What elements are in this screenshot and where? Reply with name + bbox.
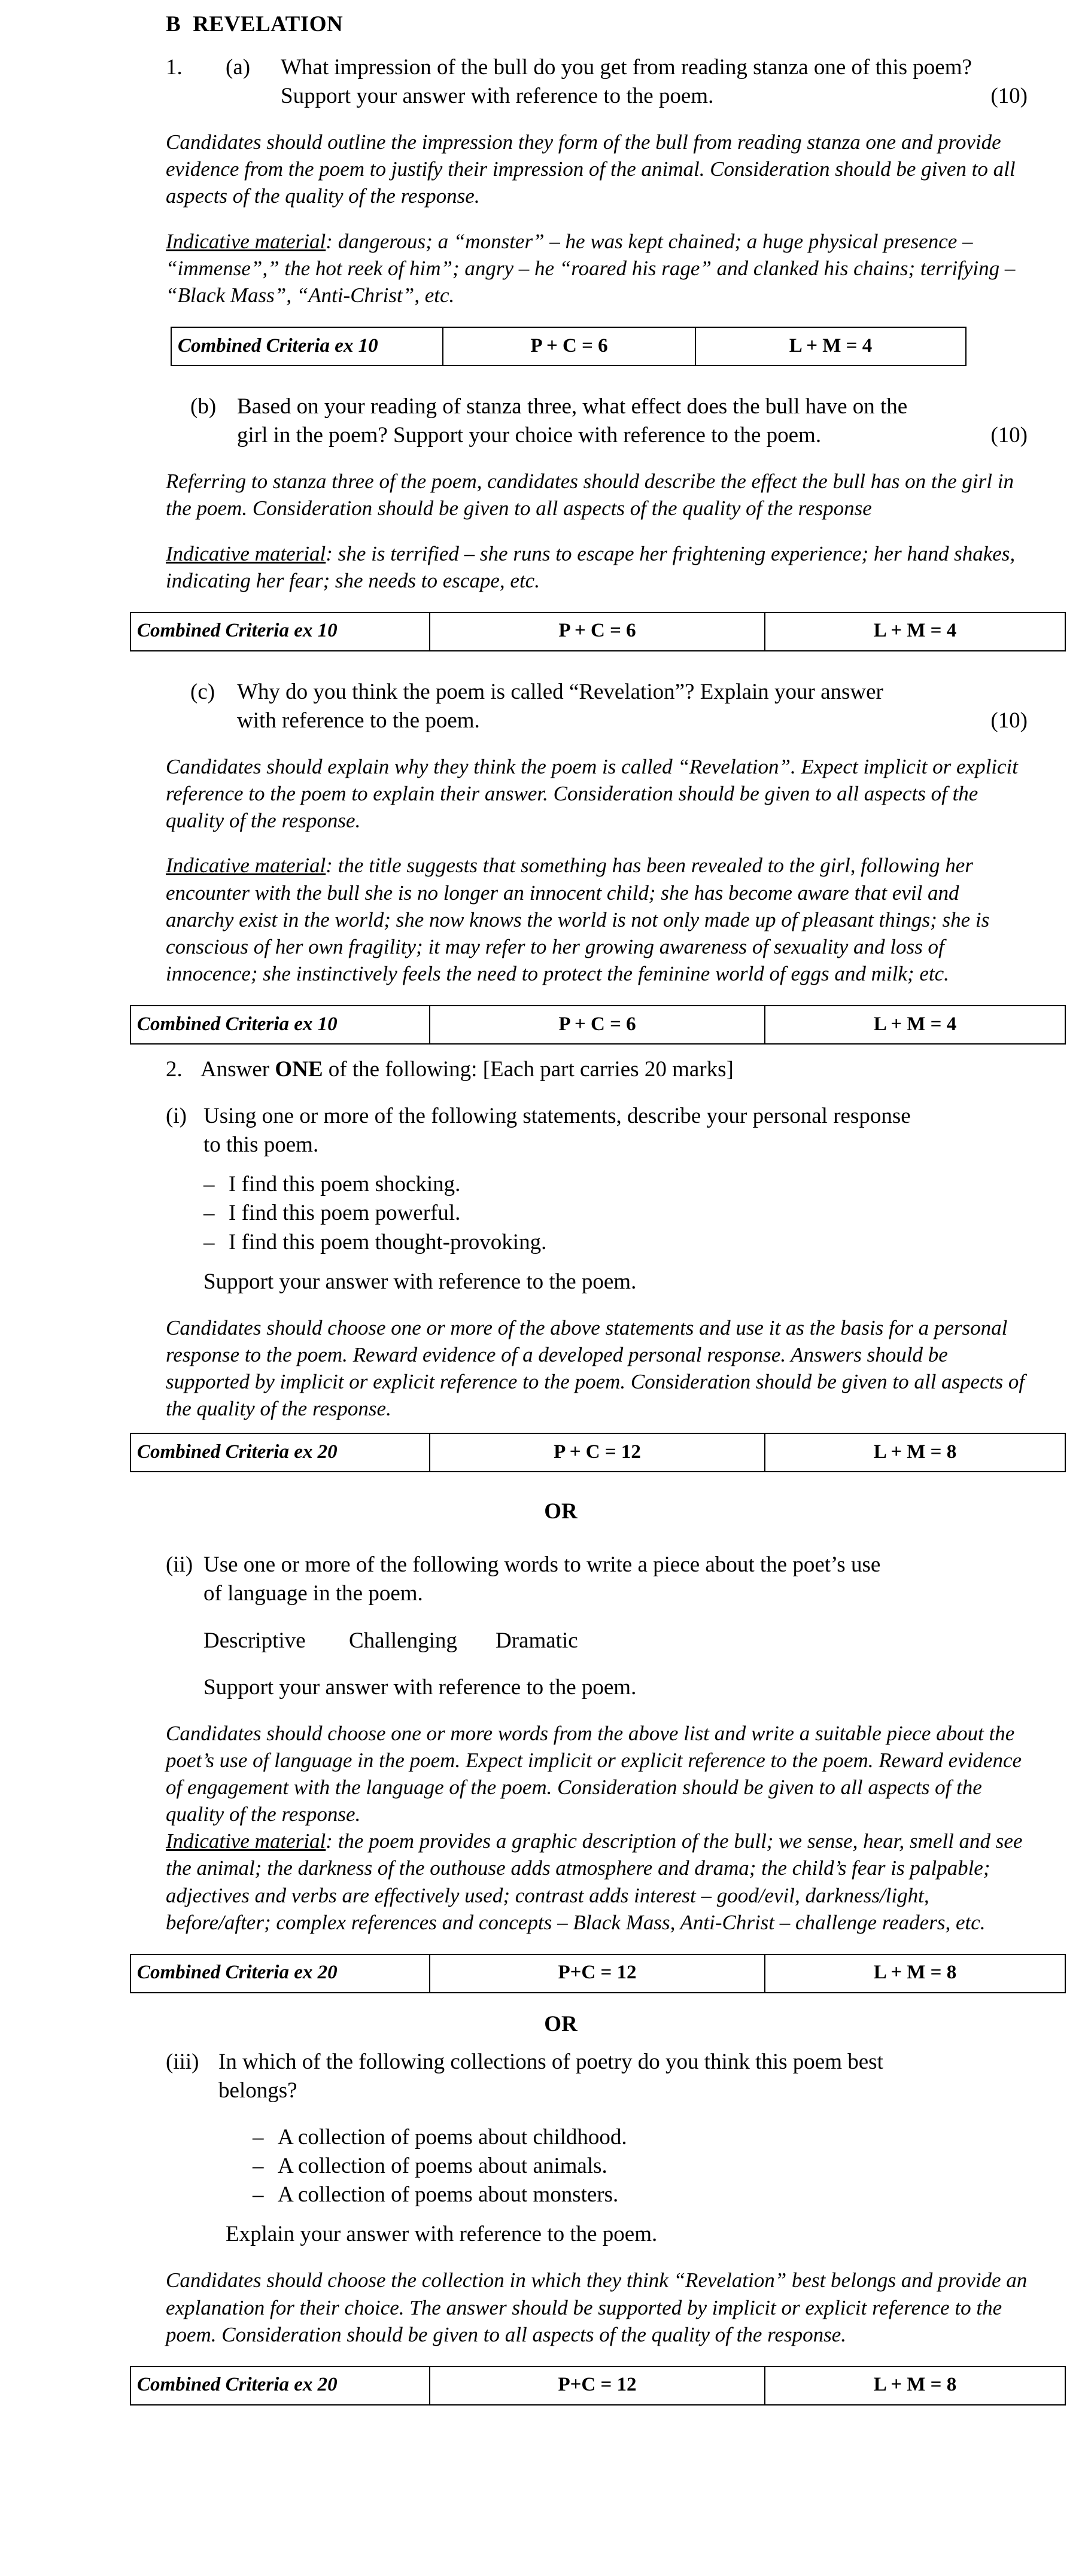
question-1c-text	[237, 678, 1028, 735]
question-2i-text	[203, 1102, 1028, 1159]
table-row	[130, 2367, 1065, 2405]
question-2ii-line1: Use one or more of the following words to write a piece about the poet’s use	[203, 1552, 881, 1578]
guidance-1a: Candidates should outline the impression they form of the bull from reading stanza one and provide evidence from the poem to justify their impression of the animal. Consideration should be given to all aspects of the quality of the response.	[166, 130, 1016, 208]
question-1c-line1: Why do you think the poem is called “Revelation”? Explain your answer	[237, 679, 883, 704]
word-option-dramatic: Dramatic	[496, 1628, 578, 1653]
collection-list-2iii	[253, 2123, 1028, 2209]
criteria-pc-2ii: P+C = 12	[430, 1954, 765, 1993]
question-2iii-line2: belongs?	[218, 2078, 297, 2103]
question-1a-line2: Support your answer with reference to the poem.	[281, 84, 714, 109]
question-1b-line1: Based on your reading of stanza three, what effect does the bull have on the	[237, 394, 908, 419]
list-item	[253, 2123, 1028, 2152]
question-1c-line2: with reference to the poem.	[237, 708, 480, 733]
criteria-pc-2iii: P+C = 12	[430, 2367, 765, 2405]
criteria-table-1b	[130, 612, 1066, 651]
question-1c-marks: (10)	[990, 708, 1028, 733]
indicative-1c-text: : the title suggests that something has been revealed to the girl, following her encounter with the bull she is no longer an innocent child; she has become aware that evil and anarchy exist in the world; she now knows the world is not only made up of pleasant things; she is conscious of her own fragility; it may refer to her growing awareness of sexuality and loss of innocence; she instinctively feels the need to protect the feminine world of eggs and milk; etc.	[166, 854, 990, 985]
indicative-2ii-text: : the poem provides a graphic description of the bull; we sense, hear, smell and see the animal; the darkness of the outhouse adds atmosphere and drama; the child’s fear is palpable; adjectives and verbs are effectively used; contrast adds interest – good/evil, darkness/light, before/after; complex references and concepts – Black Mass, Anti-Christ – challenge readers, etc.	[166, 1829, 1023, 1934]
criteria-label-2ii: Combined Criteria ex 20	[130, 1954, 430, 1993]
table-row	[130, 1433, 1065, 1472]
indicative-1b-text: : she is terrified – she runs to escape her frightening experience; her hand shakes, indicating her fear; she needs to escape, etc.	[166, 541, 1016, 592]
question-1b-label: (b)	[190, 394, 217, 419]
question-1b-marks: (10)	[990, 423, 1028, 448]
question-2ii-line2: of language in the poem.	[203, 1581, 423, 1606]
table-row	[130, 1954, 1065, 1993]
question-2iii-text	[218, 2048, 1028, 2105]
criteria-table-1a	[171, 327, 967, 366]
table-row	[130, 1006, 1065, 1044]
indicative-1a-text: : dangerous; a “monster” – he was kept chained; a huge physical presence – “immense”,” the hot reek of him”; angry – he “roared his rage” and clanked his chains; terrifying – “Black Mass”, “Anti-Christ”, etc.	[166, 229, 1016, 307]
question-2ii-label: (ii)	[166, 1552, 193, 1578]
question-1a-label: 1.	[166, 55, 183, 80]
criteria-table-2i	[130, 1433, 1066, 1472]
list-item	[203, 1170, 1028, 1199]
list-item	[203, 1228, 1028, 1257]
section-title: REVELATION	[193, 12, 344, 36]
guidance-2i: Candidates should choose one or more of the above statements and use it as the basis for a personal response to the poem. Reward evidence of a developed personal response. Answers should be supported by implicit or explicit reference to the poem. Consideration should be given to all aspects of the quality of the response.	[166, 1316, 1025, 1421]
question-1b-text	[237, 392, 1028, 450]
question-2i	[166, 1102, 1028, 1159]
criteria-pc-1c: P + C = 6	[430, 1006, 765, 1044]
question-1c-label: (c)	[190, 679, 215, 704]
support-note-2i: Support your answer with reference to the poem.	[203, 1269, 637, 1294]
support-note-2ii: Support your answer with reference to the poem.	[203, 1674, 637, 1700]
indicative-1b	[166, 540, 1028, 594]
list-item	[253, 2152, 1028, 2181]
indicative-2ii	[166, 1828, 1028, 1936]
dash-icon: –	[203, 1172, 215, 1197]
question-2-stem-emphasis: ONE	[275, 1057, 323, 1082]
question-2-stem-pre: Answer	[200, 1057, 275, 1082]
dash-icon: –	[253, 2125, 264, 2149]
guidance-1c: Candidates should explain why they think the poem is called “Revelation”. Expect implicit or explicit reference to the poem to explain their answer. Consideration should be given to all aspects of the quality of the response.	[166, 754, 1018, 833]
or-divider-1: OR	[544, 1499, 578, 1524]
criteria-label-2i: Combined Criteria ex 20	[130, 1433, 430, 1472]
list-item	[203, 1199, 1028, 1228]
criteria-pc-2i: P + C = 12	[430, 1433, 765, 1472]
criteria-lm-1b: L + M = 4	[765, 613, 1065, 651]
statement-2i-0: I find this poem shocking.	[229, 1172, 461, 1197]
dash-icon: –	[253, 2154, 264, 2179]
or-divider-2: OR	[544, 2011, 578, 2036]
guidance-2iii: Candidates should choose the collection in which they think “Revelation” best belongs and provide an explanation for their choice. The answer should be supported by implicit or explicit reference to the poem. Consideration should be given to all aspects of the quality of the response.	[166, 2269, 1028, 2346]
page-title	[166, 13, 1028, 35]
statement-2i-1: I find this poem powerful.	[229, 1201, 461, 1226]
question-1a-marks: (10)	[990, 84, 1028, 109]
indicative-1a-label: Indicative material	[166, 229, 326, 253]
question-2ii-text	[203, 1551, 1028, 1608]
page-content	[137, 0, 1028, 2406]
statement-list-2i	[203, 1170, 1028, 1256]
question-2ii	[166, 1551, 1028, 1608]
section-letter: B	[166, 12, 181, 36]
question-2-stem-post: of the following: [Each part carries 20 marks]	[323, 1057, 734, 1082]
indicative-2ii-label: Indicative material	[166, 1829, 326, 1853]
question-2-stem	[166, 1055, 1028, 1084]
criteria-table-2iii	[130, 2366, 1066, 2406]
collection-2iii-0: A collection of poems about childhood.	[278, 2125, 627, 2149]
question-1a-sublabel: (a)	[226, 55, 251, 80]
criteria-label-1a: Combined Criteria ex 10	[171, 327, 443, 366]
word-option-descriptive: Descriptive	[203, 1628, 306, 1653]
question-2iii	[166, 2048, 1028, 2105]
question-2-stem-text	[200, 1055, 1028, 1084]
criteria-pc-1a: P + C = 6	[443, 327, 695, 366]
guidance-2ii: Candidates should choose one or more words from the above list and write a suitable piece about the poet’s use of language in the poem. Expect implicit or explicit reference to the poem. Reward evidence of engagement with the language of the poem. Consideration should be given to all aspects of the quality of the response.	[166, 1721, 1022, 1826]
question-1a	[166, 53, 1028, 111]
question-2iii-label: (iii)	[166, 2049, 199, 2074]
criteria-lm-2iii: L + M = 8	[765, 2367, 1065, 2405]
table-row	[130, 613, 1065, 651]
indicative-1c	[166, 852, 1028, 987]
list-item	[253, 2181, 1028, 2209]
criteria-lm-2i: L + M = 8	[765, 1433, 1065, 1472]
dash-icon: –	[253, 2182, 264, 2207]
question-1c	[190, 678, 1028, 735]
criteria-label-1c: Combined Criteria ex 10	[130, 1006, 430, 1044]
collection-2iii-2: A collection of poems about monsters.	[278, 2182, 619, 2207]
support-note-2iii: Explain your answer with reference to the poem.	[226, 2222, 658, 2247]
question-2i-line2: to this poem.	[203, 1132, 319, 1158]
table-row	[171, 327, 966, 366]
word-options-2ii	[203, 1627, 1028, 1655]
word-option-challenging: Challenging	[349, 1628, 457, 1653]
question-1b-line2: girl in the poem? Support your choice with reference to the poem.	[237, 423, 822, 448]
criteria-lm-2ii: L + M = 8	[765, 1954, 1065, 1993]
question-2-number: 2.	[166, 1057, 183, 1082]
criteria-lm-1c: L + M = 4	[765, 1006, 1065, 1044]
guidance-1b: Referring to stanza three of the poem, candidates should describe the effect the bull has on the girl in the poem. Consideration should be given to all aspects of the quality of the response	[166, 470, 1014, 520]
question-1a-line1: What impression of the bull do you get from reading stanza one of this poem?	[281, 55, 972, 80]
indicative-1a	[166, 228, 1028, 309]
question-1a-text	[281, 53, 1028, 111]
indicative-1c-label: Indicative material	[166, 854, 326, 878]
criteria-pc-1b: P + C = 6	[430, 613, 765, 651]
criteria-table-2ii	[130, 1954, 1066, 1993]
criteria-label-1b: Combined Criteria ex 10	[130, 613, 430, 651]
statement-2i-2: I find this poem thought-provoking.	[229, 1229, 547, 1254]
criteria-label-2iii: Combined Criteria ex 20	[130, 2367, 430, 2405]
dash-icon: –	[203, 1201, 215, 1226]
question-2iii-line1: In which of the following collections of poetry do you think this poem best	[218, 2049, 883, 2074]
question-2i-line1: Using one or more of the following statements, describe your personal response	[203, 1104, 911, 1129]
indicative-1b-label: Indicative material	[166, 541, 326, 565]
question-2i-label: (i)	[166, 1104, 187, 1129]
criteria-lm-1a: L + M = 4	[695, 327, 966, 366]
dash-icon: –	[203, 1229, 215, 1254]
collection-2iii-1: A collection of poems about animals.	[278, 2154, 607, 2179]
question-1b	[190, 392, 1028, 450]
criteria-table-1c	[130, 1005, 1066, 1045]
